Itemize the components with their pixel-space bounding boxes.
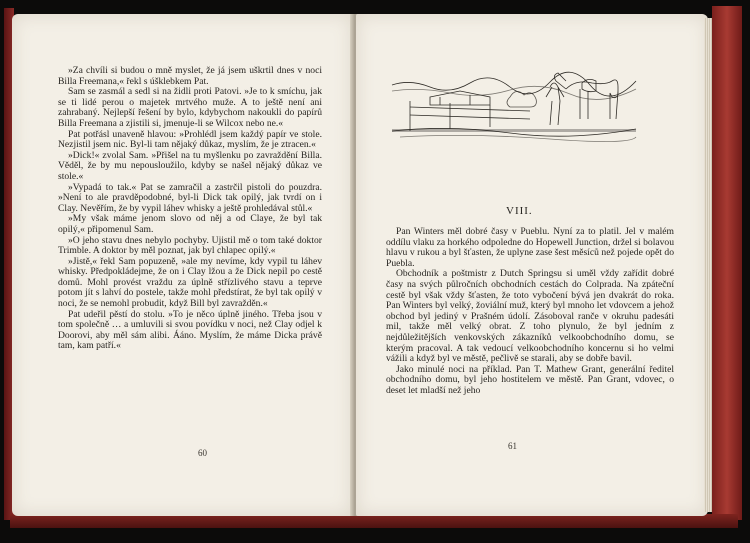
paragraph: Obchodník a poštmistr z Dutch Springsu si uměl vždy zařídit dobré časy na svých půlročních obchodních cestách do Colprada. Na zpáteční cestě byl však vždy šťasten, že toto vybočení bývá jen dvakrát do roka. Pan Winters byl velký, žoviální muž, který byl mnoho let vdovcem a jehož obchod byl jediný v Prašném údolí. Zásoboval ranče v okruhu padesáti mil, takže měl velký obrat. Z toho plynulo, že byl jedním z nejdůležitějších venkovských zákazníků velkoobchodního domu, se kterým pracoval. A tak vedoucí velkoobchodního koncernu si ho velmi vážili a když byl ve městě, pečlivě se starali, aby se dobře bavil.: [386, 268, 674, 365]
paragraph: Pat udeřil pěstí do stolu. »To je něco úplně jiného. Třeba jsou v tom společně … a umluvili si svou povídku v noci, než Clay odjel k Doorovi, aby měl sám alibi. Ááno. Myslím, že máme Dicka právě tam, kam patří.«: [58, 308, 322, 352]
paragraph: Sam se zasmál a sedl si na židli proti Patovi. »Je to k smíchu, jak se ti lidé perou o majetek mrtvého muže. A to ještě není ani zahrabaný. Nejlepší řešení by bylo, kdybychom nakoukli do papírů Billa Freemana a zjistili si, jmenuje-li se Wilcox nebo ne.«: [58, 86, 322, 129]
paragraph: »My však máme jenom slovo od něj a od Claye, že byl tak opilý,« připomenul Sam.: [58, 213, 322, 235]
paragraph: »Za chvíli si budou o mně myslet, že já jsem uškrtil dnes v noci Billa Freemana,« řekl s úšklebkem Pat.: [58, 65, 322, 87]
chapter-title: VIII.: [506, 205, 533, 217]
paragraph: »Jistě,« řekl Sam popuzeně, »ale my nevíme, kdy vypil tu láhev whisky. Předpokládejme, že on i Clay lžou a že Dick nepil po cestě domů. Mohl provést vraždu za úplně střízlivého stavu a teprve potom jít s lahví do postele, takže mohl předstírat, že byl tak opilý v noci, že se nemohl probudit, když Bill byl zavražděn.«: [58, 255, 322, 310]
left-page: [12, 14, 352, 516]
paragraph: Pat potřásl unaveně hlavou: »Prohlédl jsem každý papír ve stole. Nezjistil jsem nic. Byl-li tam nějaký důkaz, myslím, že je ztracen.«: [58, 128, 322, 151]
paragraph: »Dick!« zvolal Sam. »Přišel na tu myšlenku po zavraždění Billa. Věděl, že by mu nepousloužilo, kdyby se našel nějaký důkaz ve stole.«: [58, 149, 322, 182]
paragraph: Jako minulé noci na příklad. Pan T. Mathew Grant, generální ředitel obchodního domu, byl jeho hostitelem ve městě. Pan Grant, vdovec, o deset let mladší než jeho: [386, 363, 674, 396]
left-page-text: [58, 66, 322, 352]
paragraph: Pan Winters měl dobré časy v Pueblu. Nyní za to platil. Jel v malém oddílu vlaku za horkého odpoledne do Hopewell Junction, držel si bolavou hlavu v rukou a byl šťasten, že uplyne zase šest měsíců než pojede opět do Puebla.: [386, 226, 675, 269]
page-number-right: 61: [508, 441, 517, 451]
book-cover-right-edge: [712, 6, 742, 520]
paragraph: »Vypadá to tak.« Pat se zamračil a zastrčil pistoli do pouzdra. »Není to ale pravděpodobné, byl-li Dick tak opilý, jak tvrdí on i Clay. Nevěřím, že by vypil láhev whisky a ještě prohledával stůl.«: [58, 181, 322, 214]
paragraph: »O jeho stavu dnes nebylo pochyby. Ujistil mě o tom také doktor Trimble. A doktor by měl poznat, jak byl chlapec opilý.«: [58, 234, 322, 257]
ranch-illustration: [390, 57, 638, 143]
right-page-text: [386, 227, 674, 397]
book-cover-bottom-edge: [10, 514, 738, 528]
page-block-edges: [704, 18, 712, 512]
right-page: [356, 14, 708, 516]
page-number-left: 60: [198, 448, 207, 458]
